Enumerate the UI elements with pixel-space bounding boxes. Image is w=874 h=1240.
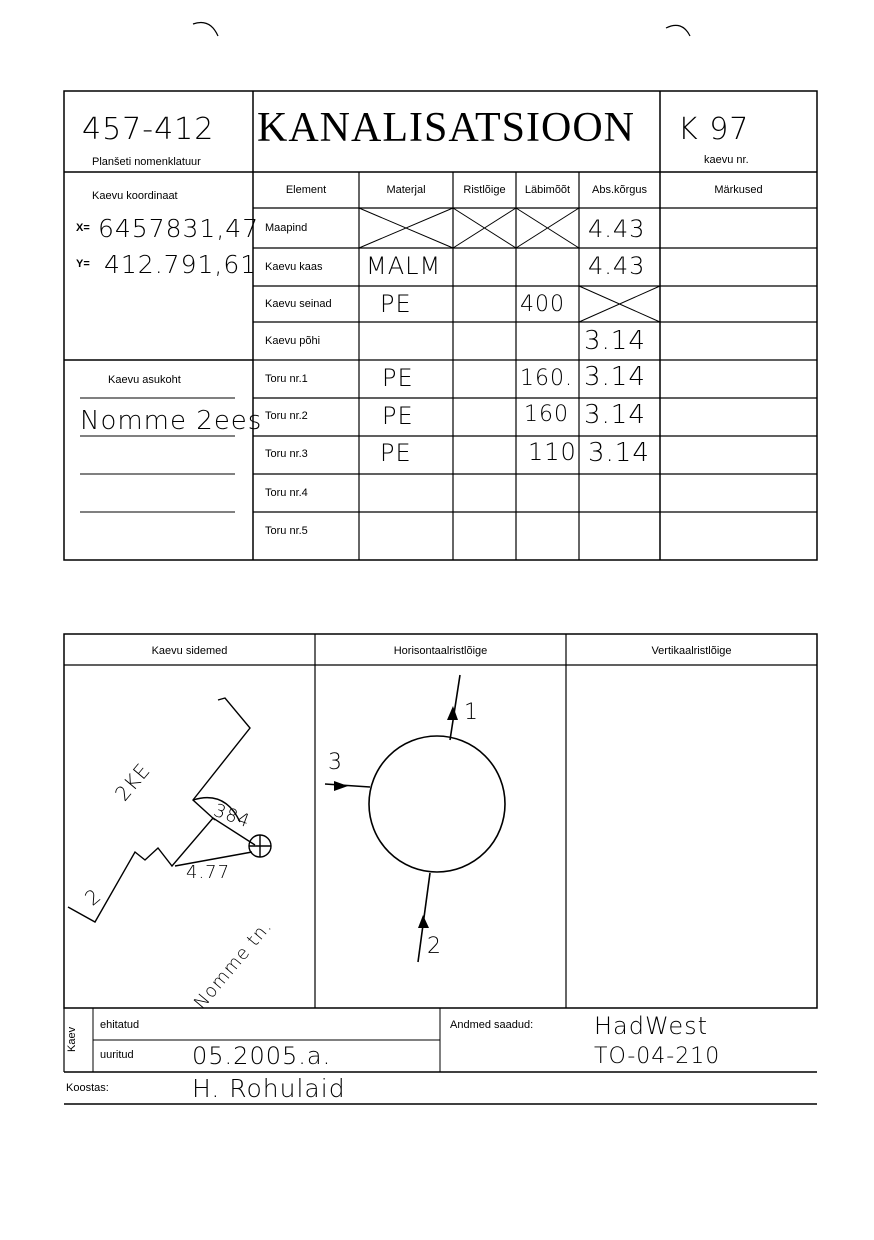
built-label: ehitatud: [100, 1019, 140, 1031]
col-diameter-header: Läbimõõt: [524, 184, 571, 196]
row-abs-height: 3.14: [588, 438, 650, 468]
compiled-by-label: Koostas:: [66, 1082, 109, 1094]
sketch-label-2: 2: [80, 883, 106, 911]
col-section-header: Ristlõige: [463, 184, 506, 196]
location-value: Nomme 2ees: [80, 406, 263, 436]
x-coordinate-value: 6457831,47: [98, 214, 260, 243]
sketch-label-477: 4.77: [186, 862, 231, 883]
map-sheet-value: 457-412: [82, 112, 215, 147]
updated-value: 05.2005.a.: [192, 1042, 332, 1070]
row-element: Toru nr.5: [265, 525, 308, 537]
data-source-label: Andmed saadud:: [450, 1019, 534, 1031]
sketch-label-384: 384: [210, 800, 254, 833]
col-element-header: Element: [285, 184, 327, 196]
compiled-by-value: H. Rohulaid: [192, 1074, 346, 1103]
row-element: Toru nr.2: [265, 410, 308, 422]
well-side-label: Kaev: [66, 1026, 78, 1052]
row-material: PE: [382, 364, 414, 392]
row-diameter: 160: [524, 402, 569, 427]
page-title: KANALISATSIOON: [257, 105, 635, 151]
data-source-code: TO-04-210: [594, 1044, 721, 1069]
row-material: PE: [380, 439, 412, 467]
x-prefix: X=: [76, 222, 90, 234]
well-connections-header: Kaevu sidemed: [151, 645, 228, 657]
row-element: Kaevu seinad: [265, 298, 332, 310]
y-coordinate-value: 412.791,61: [104, 250, 258, 279]
pipe-1-label: 1: [464, 700, 479, 725]
row-diameter: 400: [520, 292, 565, 317]
row-diameter: 110: [528, 438, 577, 466]
row-abs-height: 4.43: [588, 215, 646, 243]
data-source-value: HadWest: [594, 1012, 708, 1040]
row-abs-height: 4.43: [588, 252, 646, 280]
coordinates-label: Kaevu koordinaat: [92, 190, 178, 202]
sketch-label-street: Nomme tn.: [190, 916, 277, 1014]
row-element: Toru nr.3: [265, 448, 308, 460]
row-abs-height: 3.14: [584, 362, 646, 392]
row-abs-height: 3.14: [584, 326, 646, 356]
row-element: Toru nr.4: [265, 487, 308, 499]
row-element: Maapind: [265, 222, 308, 234]
row-material: MALM: [366, 252, 442, 280]
row-diameter: 160.: [520, 366, 573, 391]
vertical-section-header: Vertikaalristlõige: [651, 645, 732, 657]
location-label: Kaevu asukoht: [108, 374, 181, 386]
col-abs-height-header: Abs.kõrgus: [591, 184, 648, 196]
row-element: Kaevu kaas: [265, 261, 323, 273]
row-element: Kaevu põhi: [265, 335, 321, 347]
col-notes-header: Märkused: [714, 184, 763, 196]
updated-label: uuritud: [100, 1049, 134, 1061]
row-material: PE: [382, 402, 414, 430]
col-material-header: Materjal: [386, 184, 426, 196]
well-number-value: K 97: [678, 112, 750, 147]
pipe-3-label: 3: [328, 750, 343, 775]
horizontal-section-header: Horisontaalristlõige: [393, 645, 488, 657]
pipe-2-label: 2: [427, 934, 442, 959]
row-abs-height: 3.14: [584, 400, 646, 430]
map-sheet-label: Planšeti nomenklatuur: [92, 156, 201, 168]
row-element: Toru nr.1: [265, 373, 308, 385]
y-prefix: Y=: [76, 258, 90, 270]
well-number-label: kaevu nr.: [704, 154, 749, 166]
row-material: PE: [380, 290, 412, 318]
sketch-label-2ke: 2KE: [110, 758, 156, 806]
